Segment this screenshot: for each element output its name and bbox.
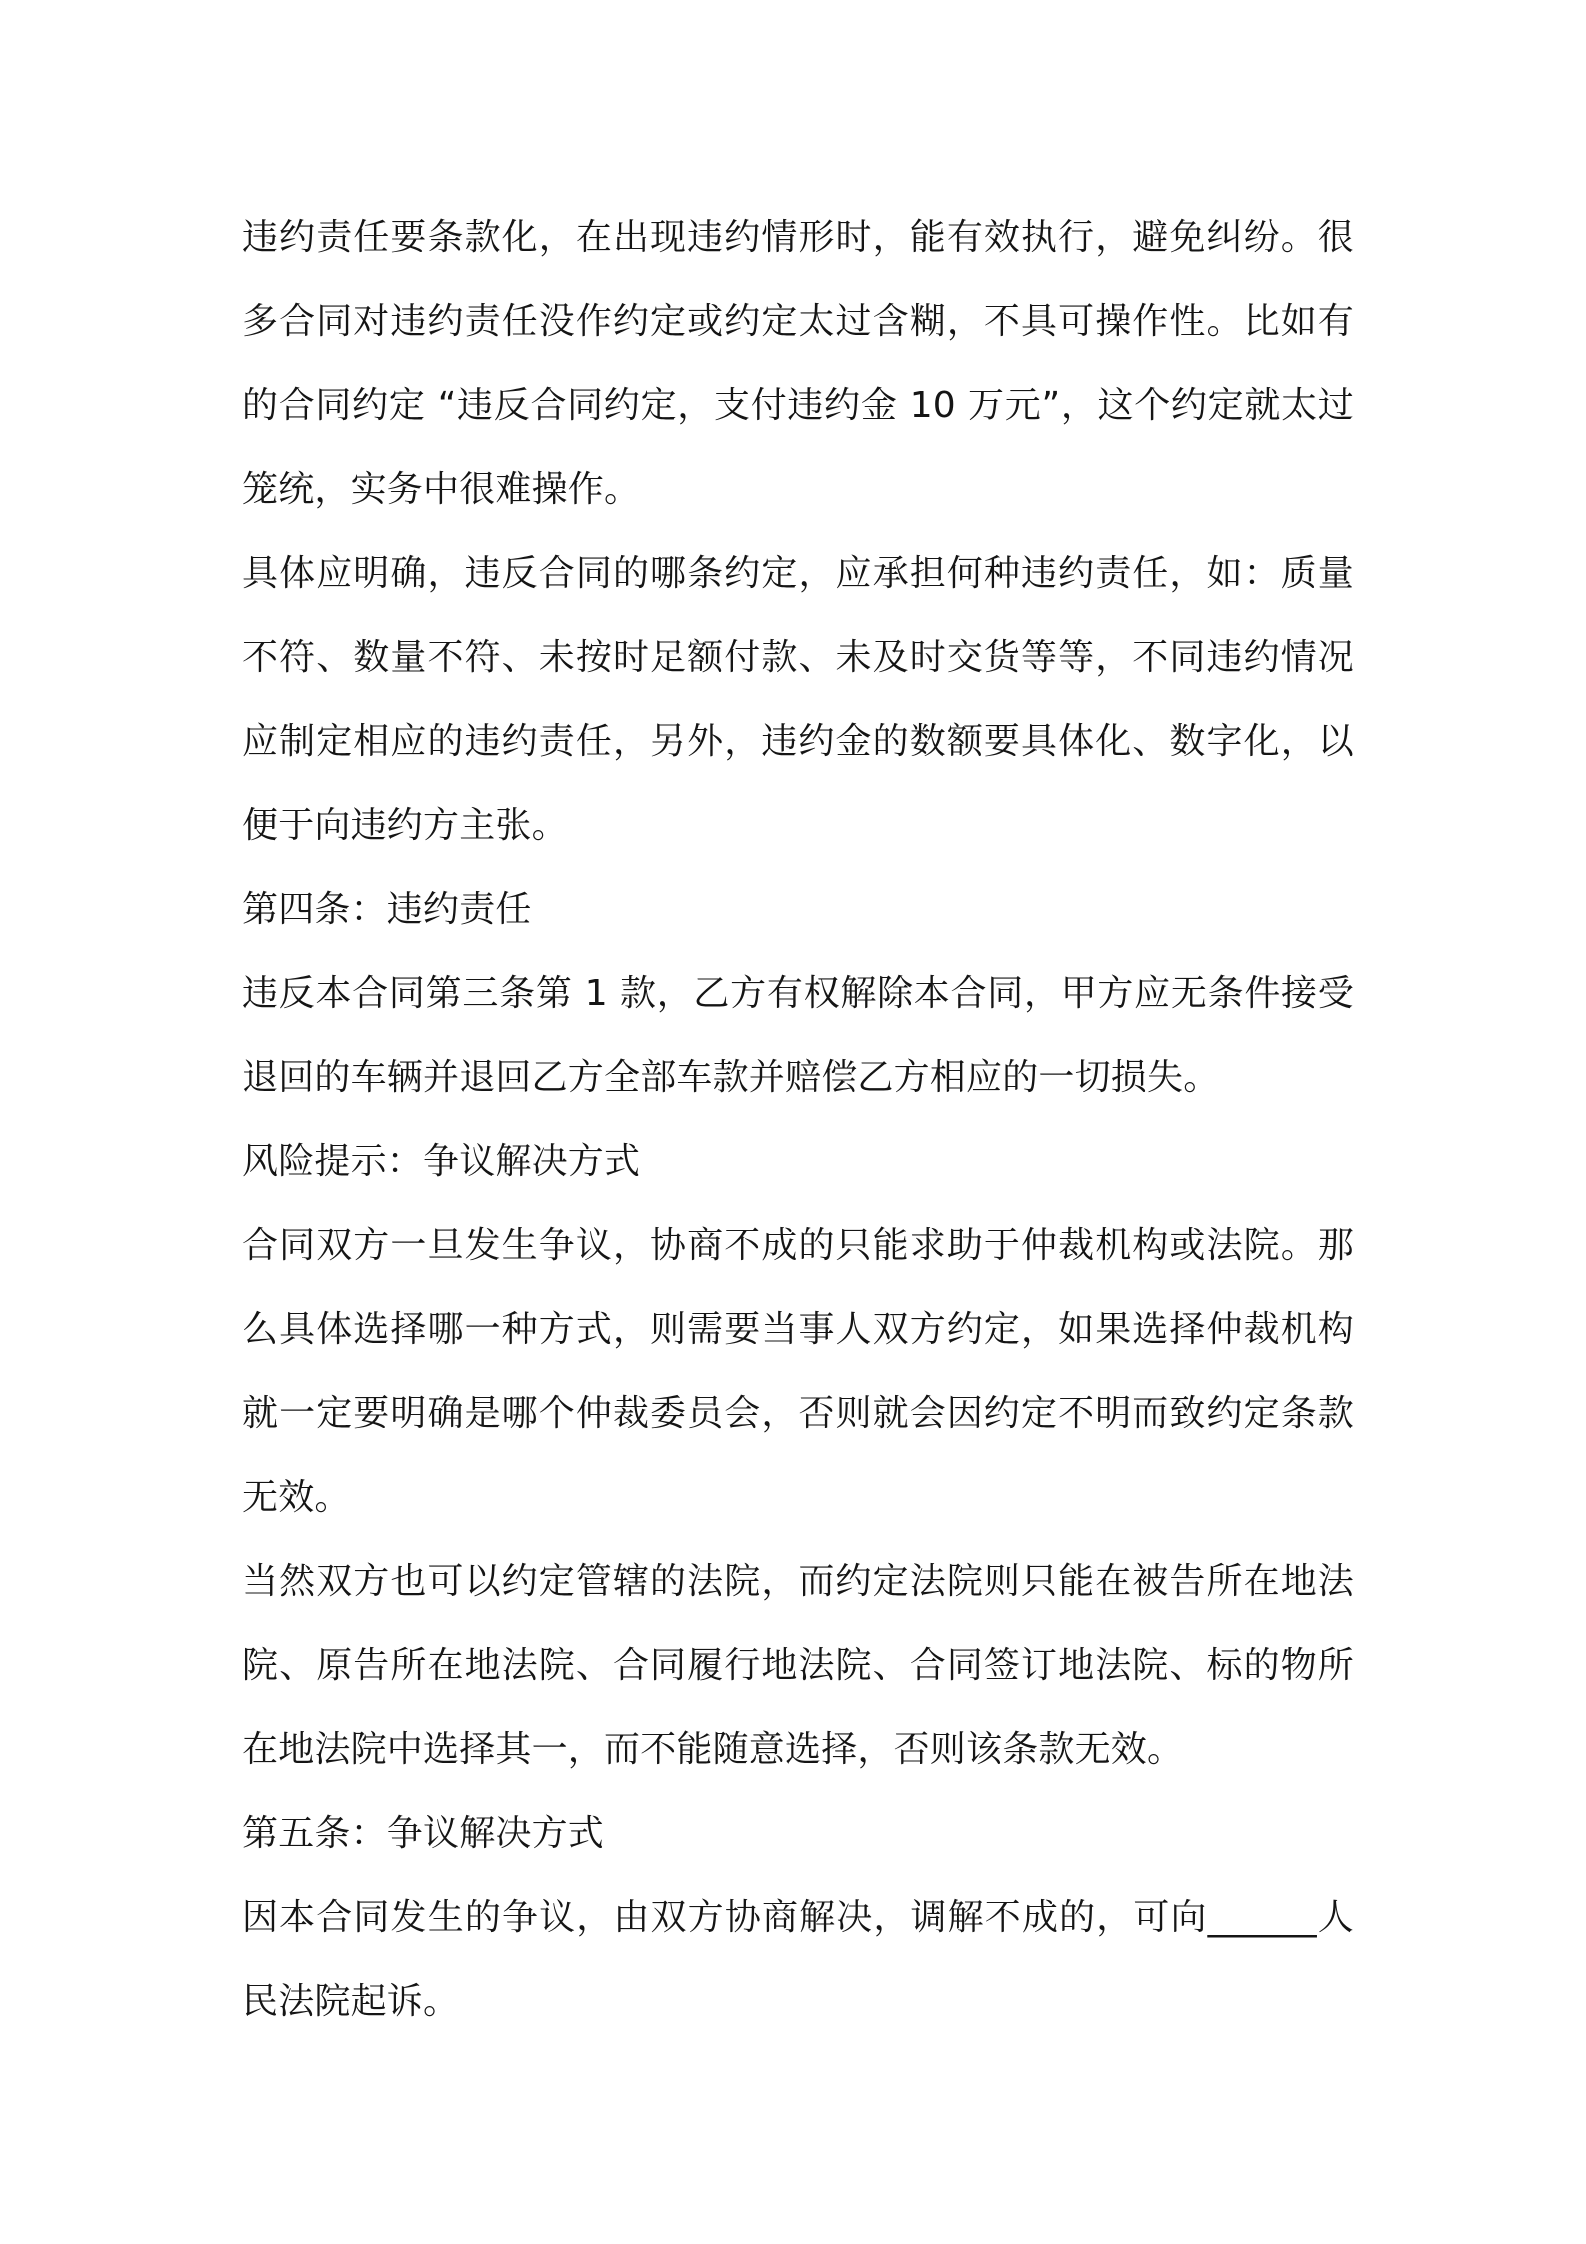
heading-article-four: 第四条：违约责任	[242, 889, 532, 930]
heading-risk-warning-dispute: 风险提示：争议解决方式	[242, 1141, 641, 1182]
paragraph-article-four-body: 违反本合同第三条第 1 款，乙方有权解除本合同，甲方应无条件接受退回的车辆并退回乙方全部车款并赔偿乙方相应的一切损失。	[242, 973, 1354, 1098]
paragraph-article-five-body: 因本合同发生的争议，由双方协商解决，调解不成的，可向______人民法院起诉。	[242, 1897, 1354, 2022]
paragraph-breach-liability-specifics: 具体应明确，违反合同的哪条约定，应承担何种违约责任，如：质量不符、数量不符、未按时足额付款、未及时交货等等，不同违约情况应制定相应的违约责任，另外，违约金的数额要具体化、数字化，以便于向违约方主张。	[242, 553, 1354, 846]
paragraph-arbitration-or-court: 合同双方一旦发生争议，协商不成的只能求助于仲裁机构或法院。那么具体选择哪一种方式，则需要当事人双方约定，如果选择仲裁机构就一定要明确是哪个仲裁委员会，否则就会因约定不明而致约定条款无效。	[242, 1225, 1354, 1518]
paragraph-court-jurisdiction: 当然双方也可以约定管辖的法院，而约定法院则只能在被告所在地法院、原告所在地法院、合同履行地法院、合同签订地法院、标的物所在地法院中选择其一，而不能随意选择，否则该条款无效。	[242, 1561, 1354, 1770]
document-body	[242, 196, 1354, 2044]
heading-article-five: 第五条：争议解决方式	[242, 1813, 605, 1854]
paragraph-breach-liability-clause: 违约责任要条款化，在出现违约情形时，能有效执行，避免纠纷。很多合同对违约责任没作约定或约定太过含糊，不具可操作性。比如有的合同约定 “违反合同约定，支付违约金 10 万元”，这个约定就太过笼统，实务中很难操作。	[242, 217, 1354, 510]
